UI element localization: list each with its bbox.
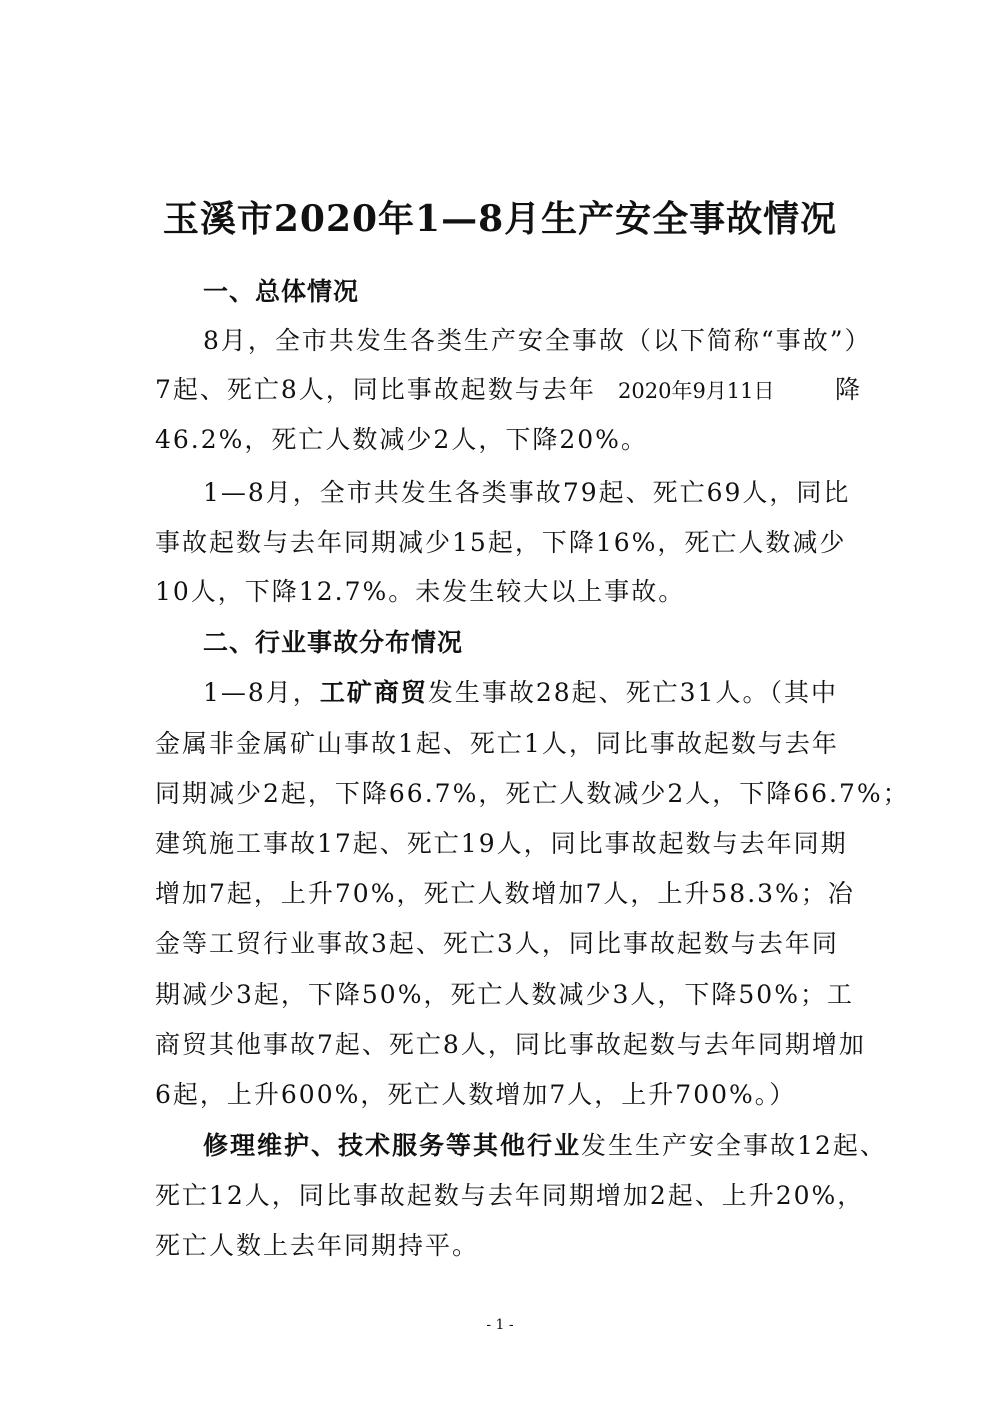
paragraph-line: 死亡12人，同比事故起数与去年同期增加2起、上升20%， xyxy=(155,1181,865,1210)
emphasis-industry: 工矿商贸 xyxy=(319,678,428,707)
paragraph-line: 金等工贸行业事故3起、死亡3人，同比事故起数与去年同 xyxy=(155,929,839,958)
line-suffix: 发生事故28起、死亡31人。（其中 xyxy=(427,678,838,707)
paragraph-line xyxy=(203,676,838,710)
paragraph-line: 金属非金属矿山事故1起、死亡1人，同比事故起数与去年 xyxy=(155,729,839,758)
paragraph-line: 增加7起，上升70%，死亡人数增加7人，上升58.3%；冶 xyxy=(155,879,855,908)
paragraph-line xyxy=(203,1129,887,1163)
paragraph-line: 1—8月，全市共发生各类事故79起、死亡69人，同比 xyxy=(203,478,851,507)
page-number: - 1 - xyxy=(486,1317,514,1333)
date-stamp: 2020年9月11日 xyxy=(618,379,775,403)
paragraph-line: 7起、死亡8人，同比事故起数与去年 xyxy=(155,375,596,404)
document-title: 玉溪市2020年1—8月生产安全事故情况 xyxy=(162,198,838,240)
paragraph-line: 建筑施工事故17起、死亡19人，同比事故起数与去年同期 xyxy=(155,829,848,858)
paragraph-line: 同期减少2起，下降66.7%，死亡人数减少2人，下降66.7%； xyxy=(155,779,910,808)
paragraph-line: 46.2%，死亡人数减少2人，下降20%。 xyxy=(155,425,648,454)
paragraph-line: 期减少3起，下降50%，死亡人数减少3人，下降50%；工 xyxy=(155,980,854,1009)
paragraph-line: 6起，上升600%，死亡人数增加7人，上升700%。） xyxy=(155,1080,797,1109)
paragraph-line: 商贸其他事故7起、死亡8人，同比事故起数与去年同期增加 xyxy=(155,1030,866,1059)
paragraph-line-end: 降 xyxy=(835,375,861,404)
emphasis-other-industry: 修理维护、技术服务等其他行业 xyxy=(203,1131,582,1160)
line-suffix: 发生生产安全事故12起、 xyxy=(581,1131,887,1160)
section-heading-industry: 二、行业事故分布情况 xyxy=(203,628,464,657)
paragraph-line: 8月，全市共发生各类生产安全事故（以下简称“事故”） xyxy=(203,326,872,355)
paragraph-line: 事故起数与去年同期减少15起，下降16%，死亡人数减少 xyxy=(155,528,847,557)
line-prefix: 1—8月， xyxy=(203,678,320,707)
section-heading-overall: 一、总体情况 xyxy=(203,277,360,306)
paragraph-line: 死亡人数上去年同期持平。 xyxy=(155,1231,480,1260)
paragraph-line: 10人，下降12.7%。未发生较大以上事故。 xyxy=(155,577,686,606)
